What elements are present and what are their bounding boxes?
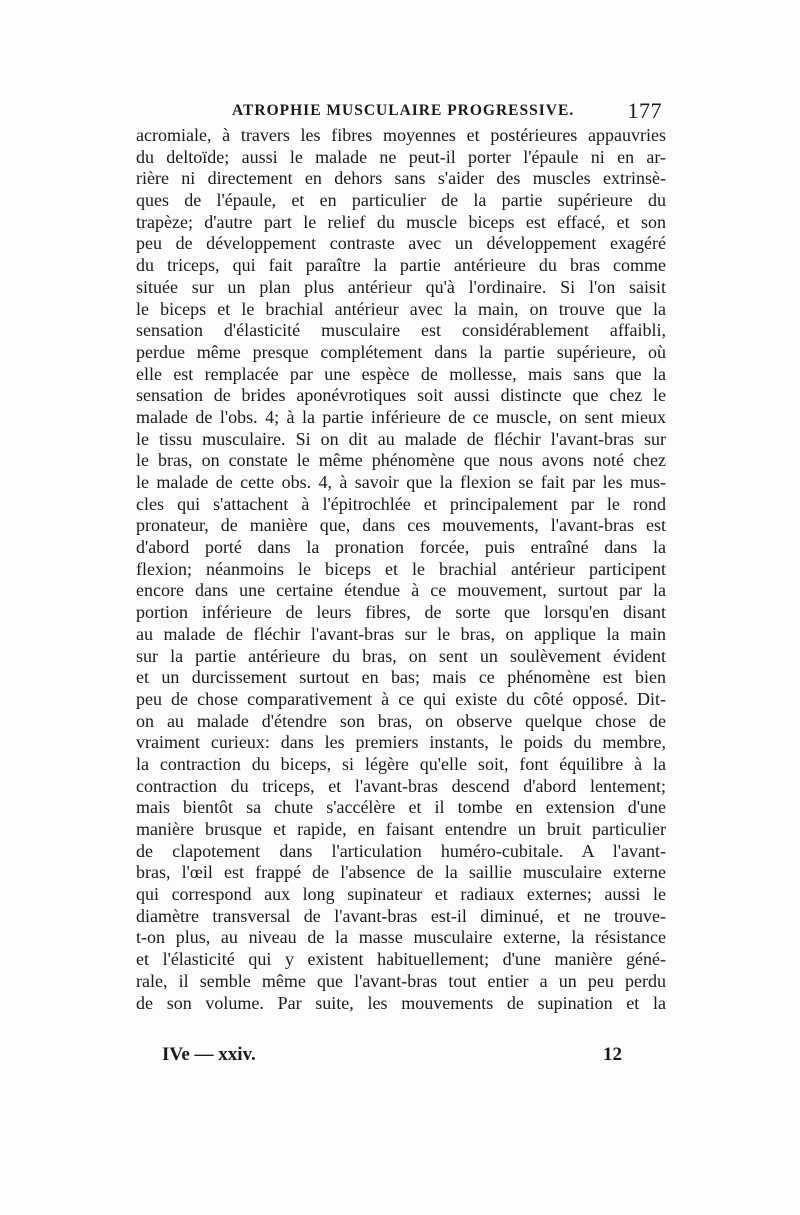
text-line: et un durcissement surtout en bas; mais ce phénomène est bien — [136, 667, 666, 688]
text-line: t-on plus, au niveau de la masse musculaire externe, la résistance — [136, 927, 666, 948]
sheet-number: 12 — [603, 1044, 622, 1065]
running-title: ATROPHIE MUSCULAIRE PROGRESSIVE. — [232, 102, 575, 119]
text-line: bras, l'œil est frappé de l'absence de la saillie musculaire externe — [136, 862, 666, 883]
text-line: trapèze; d'autre part le relief du muscle biceps est effacé, et son — [136, 211, 666, 232]
text-line: située sur un plan plus antérieur qu'à l'ordinaire. Si l'on saisit — [136, 276, 666, 297]
text-line: sensation de brides aponévrotiques soit aussi distincte que chez le — [136, 385, 666, 406]
text-line: portion inférieure de leurs fibres, de sorte que lorsqu'en disant — [136, 602, 666, 623]
text-line: le malade de cette obs. 4, à savoir que la flexion se fait par les mus- — [136, 472, 666, 492]
text-line: le bras, on constate le même phénomène que nous avons noté chez — [136, 450, 666, 471]
text-line: rale, il semble même que l'avant-bras tout entier a un peu perdu — [136, 970, 666, 991]
text-line: mais bientôt sa chute s'accélère et il tombe en extension d'une — [136, 797, 666, 818]
text-line: sensation d'élasticité musculaire est considérablement affaibli, — [136, 320, 666, 341]
page-number: 177 — [627, 98, 662, 123]
text-line: peu de chose comparativement à ce qui existe du côté opposé. Dit- — [136, 688, 666, 709]
page-footer — [162, 1041, 622, 1069]
text-line: sur la partie antérieure du bras, on sent un soulèvement évident — [136, 645, 666, 666]
text-line: au malade de fléchir l'avant-bras sur le bras, on applique la main — [136, 623, 666, 644]
text-line: vraiment curieux: dans les premiers instants, le poids du membre, — [136, 732, 666, 753]
signature-mark: IVe — xxiv. — [162, 1044, 256, 1065]
text-line: du deltoïde; aussi le malade ne peut-il porter l'épaule ni en ar- — [136, 146, 666, 167]
text-line: manière brusque et rapide, en faisant entendre un bruit particulier — [136, 819, 666, 839]
text-line: encore dans une certaine étendue à ce mouvement, surtout par la — [136, 580, 666, 601]
text-line: contraction du triceps, et l'avant-bras descend d'abord lentement; — [136, 775, 666, 796]
text-line: la contraction du biceps, si légère qu'elle soit, font équilibre à la — [136, 753, 666, 774]
text-line: de son volume. Par suite, les mouvements de supination et la — [136, 992, 666, 1013]
text-line: du triceps, qui fait paraître la partie antérieure du bras comme — [136, 255, 666, 276]
text-line: et l'élasticité qui y existent habituellement; d'une manière géné- — [136, 949, 666, 970]
text-line: rière ni directement en dehors sans s'aider des muscles extrinsè- — [136, 168, 666, 189]
text-line: diamètre transversal de l'avant-bras est-il diminué, et ne trouve- — [136, 905, 666, 926]
text-line: malade de l'obs. 4; à la partie inférieure de ce muscle, on sent mieux — [136, 406, 666, 427]
text-line: pronateur, de manière que, dans ces mouvements, l'avant-bras est — [136, 515, 666, 536]
text-line: acromiale, à travers les fibres moyennes et postérieures appauvries — [136, 125, 666, 145]
text-line: de clapotement dans l'articulation huméro-cubitale. A l'avant- — [136, 840, 666, 861]
text-line: qui correspond aux long supinateur et radiaux externes; aussi le — [136, 884, 666, 905]
running-head — [232, 97, 662, 125]
text-line: perdue même presque complétement dans la partie supérieure, où — [136, 341, 666, 362]
text-line: peu de développement contraste avec un développement exagéré — [136, 233, 666, 254]
text-line: cles qui s'attachent à l'épitrochlée et principalement par le rond — [136, 493, 666, 514]
text-line: ques de l'épaule, et en particulier de la partie supérieure du — [136, 190, 666, 211]
text-line: on au malade d'étendre son bras, on observe quelque chose de — [136, 710, 666, 731]
body-text — [136, 125, 666, 1014]
text-line: le tissu musculaire. Si on dit au malade de fléchir l'avant-bras sur — [136, 428, 666, 449]
text-line: flexion; néanmoins le biceps et le brachial antérieur participent — [136, 558, 666, 579]
text-line: d'abord porté dans la pronation forcée, puis entraîné dans la — [136, 537, 666, 558]
text-line: le biceps et le brachial antérieur avec la main, on trouve que la — [136, 298, 666, 319]
text-line: elle est remplacée par une espèce de mollesse, mais sans que la — [136, 363, 666, 384]
